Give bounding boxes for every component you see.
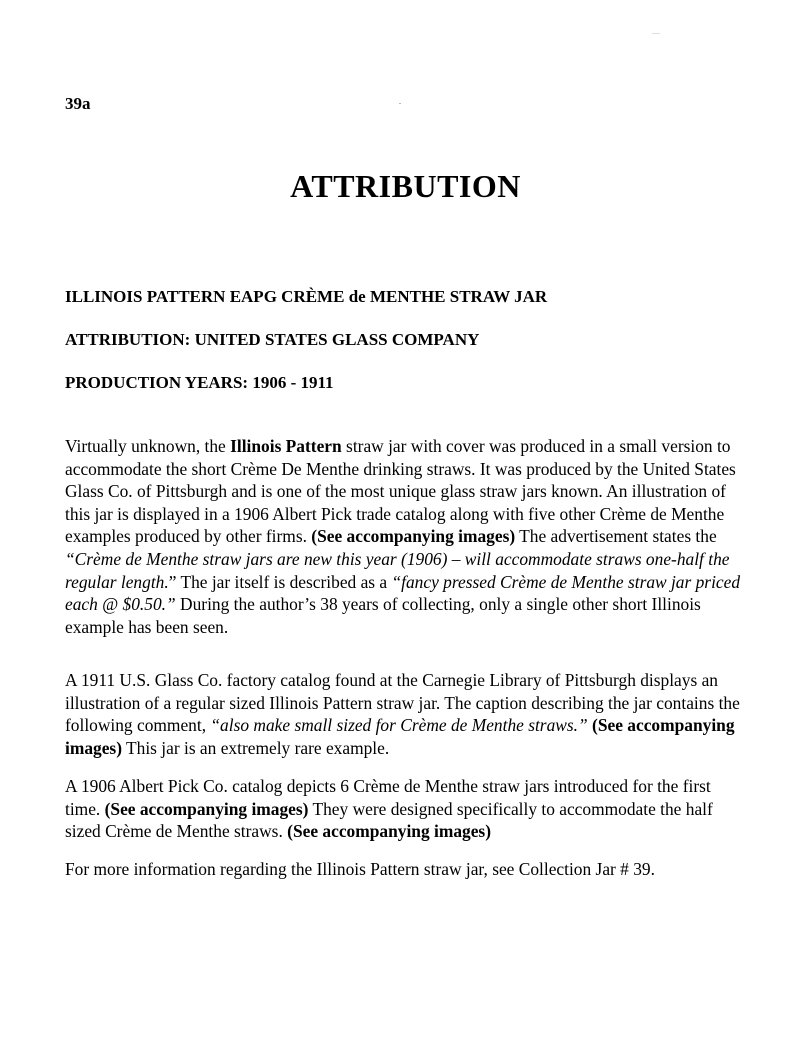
text-run: “Crème de Menthe straw jars are new this year (1906) – will accommodate straws one-half the regular length. bbox=[65, 548, 730, 592]
text-run: straw jar with cover was produced in a small version to accommodate the short Crème De Menthe drinking straws. It was produced by the United States Glass Co. of Pittsburgh and is one of the most unique glass straw jars known. An illustration of this jar is displayed in a 1906 Albert Pick trade catalog along with five other Crème de Menthe examples produced by other firms. bbox=[65, 436, 736, 547]
text-run: They were designed specifically to accommodate the half sized Crème de Menthe straws. bbox=[65, 798, 713, 842]
text-run: For more information regarding the Illinois Pattern straw jar, see Collection Jar # 39. bbox=[65, 859, 655, 879]
heading-production-years: PRODUCTION YEARS: 1906 - 1911 bbox=[65, 373, 334, 392]
text-run: A 1906 Albert Pick Co. catalog depicts 6 Crème de Menthe straw jars introduced for the first time. bbox=[65, 776, 711, 819]
text-run: (See accompanying images) bbox=[311, 526, 516, 547]
text-run: Illinois Pattern bbox=[230, 436, 342, 456]
heading-attribution: ATTRIBUTION: UNITED STATES GLASS COMPANY bbox=[65, 330, 480, 349]
text-run: (See accompanying images) bbox=[65, 715, 735, 758]
text-run: (See accompanying images) bbox=[287, 821, 491, 842]
text-run: “also make small sized for Crème de Menthe straws.” bbox=[210, 715, 588, 736]
paragraph-description bbox=[65, 435, 745, 638]
text-run: The advertisement states the bbox=[515, 526, 717, 547]
text-run: During the author’s 38 years of collecting, only a single other short Illinois example has been seen. bbox=[65, 594, 701, 637]
scan-speck bbox=[652, 33, 660, 34]
page-title: ATTRIBUTION bbox=[290, 168, 521, 204]
paragraph-pick-catalog bbox=[65, 775, 745, 843]
heading-jar-name: ILLINOIS PATTERN EAPG CRÈME de MENTHE STRAW JAR bbox=[65, 287, 548, 306]
text-run: Virtually unknown, the bbox=[65, 436, 231, 456]
text-run: (See accompanying images) bbox=[104, 798, 309, 819]
text-run: ” The jar itself is described as a bbox=[168, 571, 392, 592]
page-number: 39a bbox=[65, 94, 91, 113]
scan-speck bbox=[399, 103, 401, 104]
paragraph-factory-catalog bbox=[65, 669, 745, 759]
text-run: A 1911 U.S. Glass Co. factory catalog found at the Carnegie Library of Pittsburgh displays an illustration of a regular sized Illinois Pattern straw jar. The caption describing the jar contains the following comment, bbox=[65, 670, 740, 736]
text-run: This jar is an extremely rare example. bbox=[122, 737, 390, 758]
text-run: “fancy pressed Crème de Menthe straw jar priced each @ $0.50.” bbox=[65, 571, 741, 615]
paragraph-more-info bbox=[65, 858, 745, 881]
